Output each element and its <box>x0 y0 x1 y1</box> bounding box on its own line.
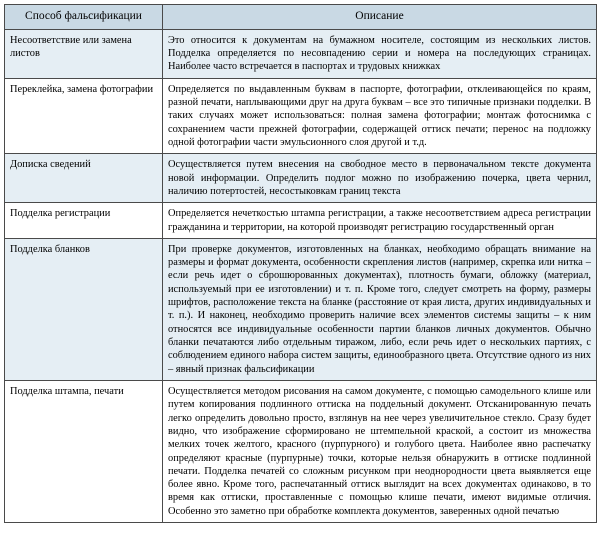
cell-method: Подделка бланков <box>5 238 163 380</box>
cell-description: Это относится к документам на бумажном носителе, состоящим из нескольких листов. Подделка определяется по несовпадению серии и номера на последующих страницах. Наиболее часто встречается в паспортах и трудовых книжках <box>163 29 597 78</box>
table-row <box>5 203 597 239</box>
table-row <box>5 238 597 380</box>
cell-method: Дописка сведений <box>5 154 163 203</box>
cell-method: Несоответствие или замена листов <box>5 29 163 78</box>
cell-description: Осуществляется методом рисования на самом документе, с помощью самодельного клише или путем копирования подлинного оттиска на поддельный документ. Отсканированную печать легко определить довольно просто, взглянув на нее через увеличительное стекло. Сразу будет видно, что изображение сформировано не штемпельной краской, а состоит из множества мелких точек желтого, красного (пурпурного) и голубого цвета. Наиболее явно распечатку определяют красные (пурпурные) точки, которые нельзя обнаружить в оттиске подлинной печати. Подделка печатей со сложным рисунком при неоднородности цвета выявляется еще более явно. Кроме того, распечатанный оттиск выглядит на всех документах одинаково, в то время как оттиски, проставленные с помощью клише печати, имеют видимые отличия. Особенно это заметно при обработке комплекта документов, заверенных одной печатью <box>163 380 597 522</box>
column-header-method: Способ фальсификации <box>5 5 163 30</box>
column-header-description: Описание <box>163 5 597 30</box>
cell-description: Определяется нечеткостью штампа регистрации, а также несоответствием адреса регистрации гражданина и территории, на которой производят регистрацию государственный орган <box>163 203 597 239</box>
table-body <box>5 29 597 522</box>
table-row <box>5 78 597 154</box>
table-row <box>5 154 597 203</box>
cell-description: Осуществляется путем внесения на свободное место в первоначальном тексте документа новой информации. Определить подлог можно по изображению почерка, цвета чернил, наличию потертостей, несостыковкам границ текста <box>163 154 597 203</box>
cell-description: При проверке документов, изготовленных на бланках, необходимо обращать внимание на размеры и формат документа, особенности скрепления листов (например, скрепка или нитка – если речь идет о сброшюрованных документах), плотность бумаги, обложку (материал, используемый при ее изготовлении) и т. п. Кроме того, следует смотреть на форму, размеры шрифтов, расположение текста на бланке (расстояние от края листа, других индивидуальных и т. п.). И наконец, необходимо проверить наличие всех элементов системы защиты – к ним относятся все индивидуальные особенности партии бланков личных документов. Обычно бланки печатаются либо отдельным тиражом, либо, если речь идет о нескольких партиях, с соблюдением единого набора систем защиты, единообразного цвета. Отсутствие одного из них – явный признак фальсификации <box>163 238 597 380</box>
table-header <box>5 5 597 30</box>
cell-description: Определяется по выдавленным буквам в паспорте, фотографии, отклеивающейся по краям, разной печати, наплывающими друг на друга буквам – все это типичные признаки подделки. В таких случаях может использоваться: полная замена фотографии; монтаж фотоснимка с сохранением части прежней фотографии, содержащей оттиск печати; перенос на подложку одной фотографии части эмульсионного слоя другой и т.д. <box>163 78 597 154</box>
table-row <box>5 29 597 78</box>
cell-method: Переклейка, замена фотографии <box>5 78 163 154</box>
cell-method: Подделка регистрации <box>5 203 163 239</box>
cell-method: Подделка штампа, печати <box>5 380 163 522</box>
falsification-methods-table <box>4 4 597 523</box>
table-header-row <box>5 5 597 30</box>
table-row <box>5 380 597 522</box>
